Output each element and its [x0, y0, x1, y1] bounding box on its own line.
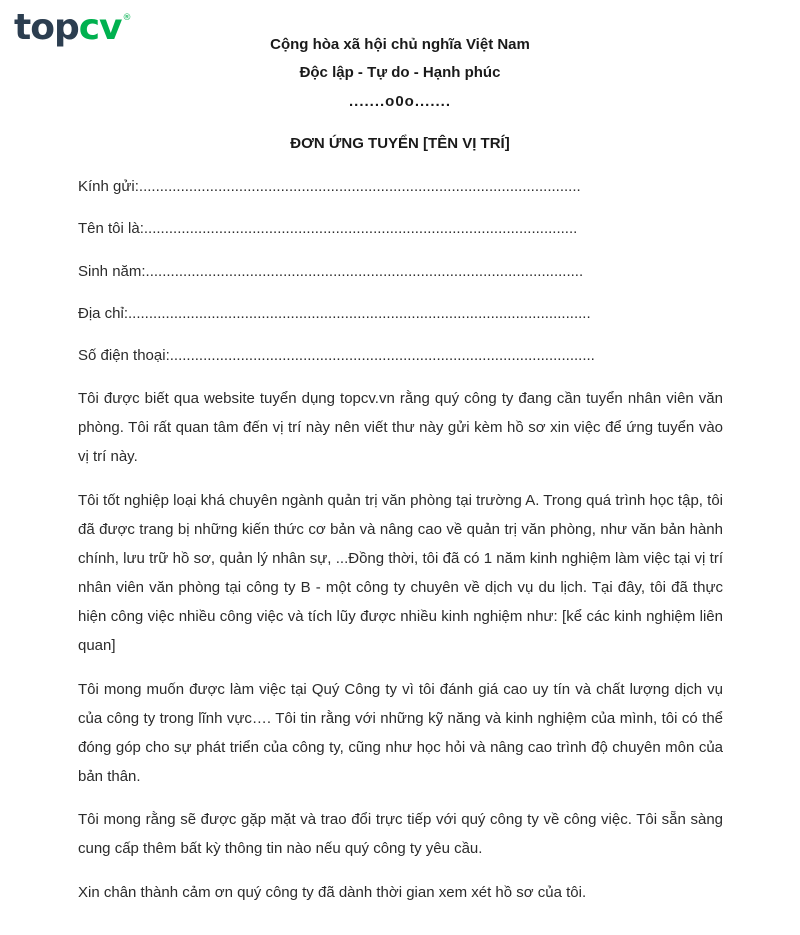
field-name: Tên tôi là:........................................................................................................ [78, 220, 578, 237]
paragraph-experience: Tôi tốt nghiệp loại khá chuyên ngành quản trị văn phòng tại trường A. Trong quá trình học tập, tôi đã được trang bị những kiến thức cơ bản và nâng cao về quản trị văn phòng, như văn bản hành chính, lưu trữ hồ sơ, quản lý nhân sự, ...Đồng thời, tôi đã có 1 năm kinh nghiệm làm việc tại vị trí nhân viên văn phòng tại công ty B - một công ty chuyên về dịch vụ du lịch. Tại đây, tôi đã thực hiện công việc nhiều công việc và tích lũy được nhiều kinh nghiệm như: [kể các kinh nghiệm liên quan] [78, 492, 723, 654]
national-title: Cộng hòa xã hội chủ nghĩa Việt Nam [270, 36, 530, 53]
field-recipient: Kính gửi:.......................................................................................................... [78, 178, 581, 195]
document-title: ĐƠN ỨNG TUYỂN [TÊN VỊ TRÍ] [290, 135, 510, 152]
logo-text-cv: cv [78, 7, 122, 48]
national-motto: Độc lập - Tự do - Hạnh phúc [299, 64, 501, 81]
header-separator: .......o0o....... [348, 93, 451, 110]
paragraph-intro: Tôi được biết qua website tuyển dụng topcv.vn rằng quý công ty đang cần tuyển nhân viên văn phòng. Tôi rất quan tâm đến vị trí này nên viết thư này gửi kèm hồ sơ xin việc để ứng tuyển vào vị trí này. [78, 390, 723, 465]
paragraph-closing: Xin chân thành cảm ơn quý công ty đã dành thời gian xem xét hồ sơ của tôi. [78, 884, 587, 901]
field-address: Địa chỉ:............................................................................................................... [78, 305, 591, 322]
field-birth-year: Sinh năm:......................................................................................................... [78, 263, 584, 280]
registered-mark: ® [122, 13, 131, 23]
paragraph-motivation: Tôi mong muốn được làm việc tại Quý Công ty vì tôi đánh giá cao uy tín và chất lượng dịch vụ của công ty trong lĩnh vực…. Tôi tin rằng với những kỹ năng và kinh nghiệm của mình, tôi có thể đóng góp cho sự phát triển của công ty, cũng như học hỏi và nâng cao trình độ chuyên môn của bản thân. [78, 681, 723, 785]
paragraph-meeting-request: Tôi mong rằng sẽ được gặp mặt và trao đổi trực tiếp với quý công ty về công việc. Tôi sẵn sàng cung cấp thêm bất kỳ thông tin nào nếu quý công ty yêu cầu. [78, 811, 723, 857]
logo-text-top: top [14, 7, 79, 48]
field-phone: Số điện thoại:...................................................................................................... [78, 347, 595, 364]
